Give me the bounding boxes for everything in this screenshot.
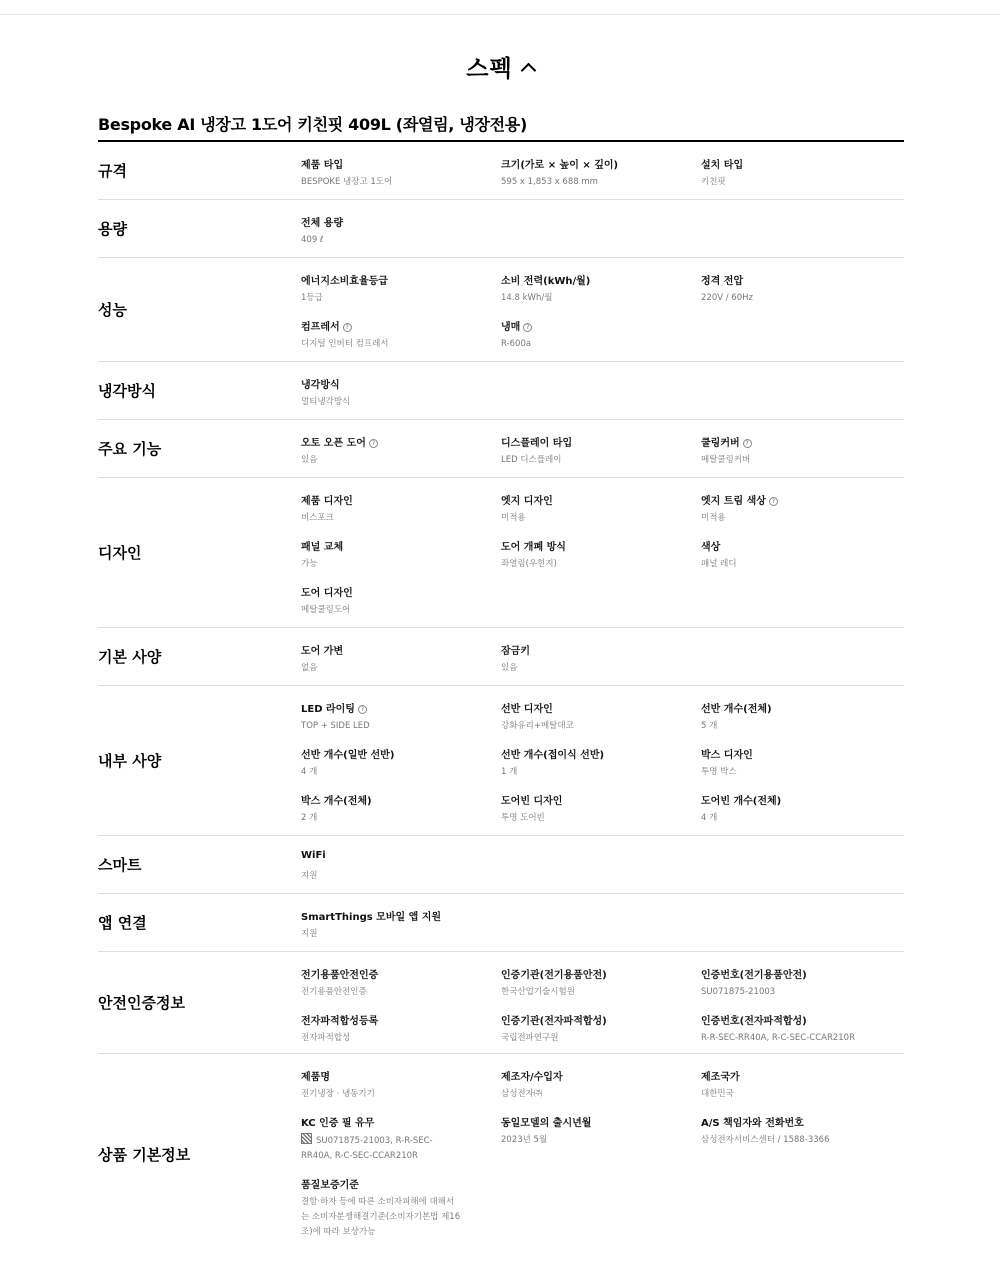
section-title: 냉각방식 <box>98 382 156 400</box>
spec-value <box>301 661 317 676</box>
spec-value <box>501 453 561 468</box>
spec-label <box>301 214 343 229</box>
spec-section <box>98 362 904 420</box>
spec-label-text: 선반 개수(전체) <box>701 704 772 715</box>
spec-section <box>98 686 904 836</box>
spec-label <box>501 538 566 553</box>
spec-label <box>301 746 394 761</box>
spec-label <box>701 1012 807 1027</box>
spec-section <box>98 200 904 258</box>
spec-label-text: 도어 디자인 <box>301 588 353 599</box>
spec-section <box>98 142 904 200</box>
spec-toggle[interactable] <box>0 46 1000 86</box>
top-divider <box>0 14 1000 15</box>
spec-label <box>501 642 530 657</box>
spec-label-text: 엣지 트림 색상 <box>701 496 766 507</box>
spec-value-text: 디지털 인버터 컴프레서 <box>301 339 389 349</box>
spec-label <box>301 156 343 171</box>
spec-value-text: SU071875-21003, R-R-SEC-RR40A, R-C-SEC-CCAR210R <box>301 1136 433 1161</box>
spec-label <box>301 272 388 287</box>
spec-value-text: 대한민국 <box>701 1089 734 1099</box>
spec-value-text: 결함·하자 등에 따른 소비자피해에 대해서는 소비자분쟁해결기준(소비자기본법 제16조)에 따라 보상가능 <box>301 1197 461 1237</box>
spec-label <box>501 1114 591 1129</box>
spec-label <box>301 584 353 599</box>
spec-label-text: 제조자/수입자 <box>501 1072 563 1083</box>
spec-label <box>701 700 772 715</box>
section-title: 기본 사양 <box>98 648 162 666</box>
spec-value-text: 있음 <box>301 455 318 465</box>
spec-section <box>98 420 904 478</box>
section-title: 디자인 <box>98 544 142 562</box>
spec-value-text: 지원 <box>301 929 318 939</box>
spec-section <box>98 628 904 686</box>
help-icon[interactable]: ? <box>358 705 367 714</box>
spec-label <box>301 792 372 807</box>
spec-label-text: 도어빈 개수(전체) <box>701 796 782 807</box>
spec-value <box>501 337 531 352</box>
spec-label-text: 도어빈 디자인 <box>501 796 563 807</box>
spec-value-text: 삼성전자서비스센터 / 1588-3366 <box>701 1135 830 1145</box>
spec-value <box>701 453 750 468</box>
spec-value <box>501 557 557 572</box>
spec-label-text: 박스 개수(전체) <box>301 796 372 807</box>
spec-value <box>501 985 575 1000</box>
spec-value-text: 미적용 <box>501 513 526 523</box>
spec-label <box>501 746 604 761</box>
spec-label <box>301 966 378 981</box>
spec-label <box>701 434 752 449</box>
spec-label <box>701 1068 740 1083</box>
spec-label-text: 냉매 <box>501 322 521 333</box>
spec-value <box>301 869 317 884</box>
spec-value <box>701 175 726 190</box>
spec-label-text: 패널 교체 <box>301 542 344 553</box>
help-icon[interactable]: ? <box>369 439 378 448</box>
spec-label <box>301 1176 359 1191</box>
spec-label-text: 도어 가변 <box>301 646 344 657</box>
spec-label <box>301 376 340 391</box>
spec-value <box>701 1133 830 1148</box>
spec-value <box>701 719 717 734</box>
spec-value-text: 409 ℓ <box>301 235 324 245</box>
spec-value-text: 595 x 1,853 x 688 mm <box>501 177 598 187</box>
spec-label <box>501 318 532 333</box>
spec-value-text: 1등급 <box>301 293 323 303</box>
spec-value-text: TOP + SIDE LED <box>301 721 370 731</box>
spec-label-text: 에너지소비효율등급 <box>301 276 388 287</box>
spec-value <box>701 557 737 572</box>
spec-value <box>501 811 545 826</box>
spec-value <box>301 985 367 1000</box>
spec-label-text: 인증번호(전기용품안전) <box>701 970 807 981</box>
spec-value <box>301 927 317 942</box>
help-icon[interactable]: ? <box>343 323 352 332</box>
spec-value-text: 투명 박스 <box>701 767 737 777</box>
spec-value <box>301 719 370 734</box>
spec-label-text: 컴프레서 <box>301 322 340 333</box>
spec-label <box>501 1068 563 1083</box>
spec-value-text: 1 개 <box>501 767 518 777</box>
spec-value-text: R-600a <box>501 339 532 349</box>
spec-value-text: 키친핏 <box>701 177 726 187</box>
spec-label <box>301 642 343 657</box>
spec-label <box>701 272 743 287</box>
spec-label <box>501 434 572 449</box>
spec-value <box>501 175 598 190</box>
spec-value-text: 비스포크 <box>301 513 334 523</box>
spec-label <box>701 156 743 171</box>
spec-label <box>301 492 353 507</box>
section-title: 규격 <box>98 162 127 180</box>
spec-value <box>301 453 317 468</box>
spec-value-text: 멀티냉각방식 <box>301 397 351 407</box>
section-title: 주요 기능 <box>98 440 162 458</box>
spec-value-text: 5 개 <box>701 721 718 731</box>
spec-label-text: A/S 책임자와 전화번호 <box>701 1118 804 1129</box>
spec-label <box>501 272 590 287</box>
spec-value-text: 전기냉장 · 냉동기기 <box>301 1089 375 1099</box>
spec-section <box>98 952 904 1054</box>
spec-label-text: 선반 개수(일반 선반) <box>301 750 395 761</box>
section-title: 상품 기본정보 <box>98 1145 191 1164</box>
spec-label <box>301 908 441 923</box>
spec-label <box>501 792 562 807</box>
spec-value <box>301 557 317 572</box>
spec-value-text: 220V / 60Hz <box>701 293 753 303</box>
spec-label-text: LED 라이팅 <box>301 704 355 715</box>
spec-value <box>501 291 552 306</box>
spec-label-text: 색상 <box>701 542 721 553</box>
spec-label <box>501 966 607 981</box>
spec-label-text: 인증기관(전자파적합성) <box>501 1016 607 1027</box>
spec-value-text: 4 개 <box>701 813 718 823</box>
spec-value-text: 2 개 <box>301 813 318 823</box>
spec-label-text: 제품 타입 <box>301 160 344 171</box>
spec-value <box>301 1133 461 1164</box>
spec-value <box>501 511 526 526</box>
spec-value <box>301 1195 461 1240</box>
spec-value-text: 메탈쿨링도어 <box>301 605 351 615</box>
spec-value-text: 투명 도어빈 <box>501 813 545 823</box>
spec-value <box>701 765 737 780</box>
chevron-up-icon <box>520 62 536 78</box>
spec-value <box>301 175 392 190</box>
spec-label <box>301 434 378 449</box>
spec-value <box>701 1087 734 1102</box>
spec-label-text: 전체 용량 <box>301 218 344 229</box>
spec-value <box>301 291 323 306</box>
spec-value <box>301 1031 350 1046</box>
spec-label <box>501 156 618 171</box>
spec-value-text: 전기용품안전인증 <box>301 987 367 997</box>
spec-value-text: 미적용 <box>701 513 726 523</box>
spec-label-text: 냉각방식 <box>301 380 340 391</box>
spec-value <box>301 233 323 248</box>
spec-value <box>701 511 726 526</box>
spec-label-text: WiFi <box>301 850 326 861</box>
spec-value-text: 없음 <box>301 663 318 673</box>
spec-label-text: 도어 개폐 방식 <box>501 542 566 553</box>
section-title: 성능 <box>98 301 127 319</box>
spec-value-text: 14.8 kWh/월 <box>501 293 553 303</box>
spec-value <box>301 511 334 526</box>
spec-value-text: 강화유리+메탈데코 <box>501 721 574 731</box>
spec-section <box>98 894 904 952</box>
spec-value <box>501 661 517 676</box>
spec-value-text: R-R-SEC-RR40A, R-C-SEC-CCAR210R <box>701 1033 855 1043</box>
spec-label-text: 잠금키 <box>501 646 530 657</box>
section-title: 안전인증정보 <box>98 994 185 1012</box>
spec-label-text: 동일모델의 출시년월 <box>501 1118 592 1129</box>
spec-value <box>501 1133 547 1148</box>
spec-label <box>301 700 367 715</box>
spec-value-text: LED 디스플레이 <box>501 455 562 465</box>
spec-value-text: BESPOKE 냉장고 1도어 <box>301 177 393 187</box>
spec-label-text: 쿨링커버 <box>701 438 740 449</box>
spec-label-text: 제품 디자인 <box>301 496 353 507</box>
spec-label <box>701 492 778 507</box>
spec-label-text: 인증번호(전자파적합성) <box>701 1016 807 1027</box>
spec-label-text: 전기용품안전인증 <box>301 970 379 981</box>
spec-label-text: 선반 개수(접이식 선반) <box>501 750 605 761</box>
spec-label <box>701 966 807 981</box>
spec-label <box>501 700 553 715</box>
spec-label-text: 전자파적합성등록 <box>301 1016 379 1027</box>
spec-label <box>501 492 553 507</box>
spec-value <box>701 985 775 1000</box>
spec-label <box>701 1114 804 1129</box>
spec-label <box>301 318 352 333</box>
spec-label-text: 선반 디자인 <box>501 704 553 715</box>
spec-label-text: 크기(가로 × 높이 × 깊이) <box>501 160 619 171</box>
spec-label <box>701 792 781 807</box>
spec-section <box>98 1054 904 1254</box>
section-title: 내부 사양 <box>98 752 162 770</box>
spec-value-text: 가능 <box>301 559 318 569</box>
spec-label-text: KC 인증 필 유무 <box>301 1118 375 1129</box>
spec-value <box>501 1031 558 1046</box>
spec-label <box>701 746 753 761</box>
spec-value-text: 메탈쿨링커버 <box>701 455 751 465</box>
spec-label-text: 엣지 디자인 <box>501 496 553 507</box>
spec-label <box>301 1068 330 1083</box>
help-icon[interactable]: ? <box>769 497 778 506</box>
spec-label <box>301 538 343 553</box>
section-title: 용량 <box>98 220 127 238</box>
spec-label-text: 설치 타입 <box>701 160 744 171</box>
spec-section <box>98 258 904 362</box>
spec-label-text: 박스 디자인 <box>701 750 753 761</box>
spec-value-text: 삼성전자㈜ <box>501 1089 543 1099</box>
spec-section <box>98 836 904 894</box>
spec-value-text: 있음 <box>501 663 518 673</box>
spec-label-text: 디스플레이 타입 <box>501 438 573 449</box>
spec-value-text: SU071875-21003 <box>701 987 776 997</box>
section-title: 스마트 <box>98 856 142 874</box>
qr-code-icon <box>301 1133 312 1144</box>
spec-value-text: 패널 레디 <box>701 559 737 569</box>
spec-value <box>701 1031 855 1046</box>
spec-value <box>701 291 753 306</box>
spec-value <box>301 811 317 826</box>
spec-label <box>301 850 326 861</box>
spec-label <box>301 1114 374 1129</box>
spec-label <box>501 1012 607 1027</box>
help-icon[interactable]: ? <box>523 323 532 332</box>
spec-value <box>501 719 574 734</box>
spec-value-text: 국립전파연구원 <box>501 1033 559 1043</box>
spec-label-text: 오토 오픈 도어 <box>301 438 366 449</box>
spec-value-text: 한국산업기술시험원 <box>501 987 575 997</box>
section-title: 앱 연결 <box>98 914 147 932</box>
help-icon[interactable]: ? <box>743 439 752 448</box>
spec-label <box>701 538 720 553</box>
spec-label-text: 품질보증기준 <box>301 1180 359 1191</box>
spec-label-text: 인증기관(전기용품안전) <box>501 970 607 981</box>
spec-label <box>301 1012 378 1027</box>
spec-value <box>301 603 350 618</box>
spec-label-text: 정격 전압 <box>701 276 744 287</box>
product-title: Bespoke AI 냉장고 1도어 키친핏 409L (좌열림, 냉장전용) <box>98 115 527 134</box>
spec-heading: 스펙 <box>466 55 513 82</box>
spec-value-text: 2023년 5월 <box>501 1135 548 1145</box>
spec-value <box>301 395 350 410</box>
spec-value <box>301 1087 375 1102</box>
spec-label-text: 소비 전력(kWh/월) <box>501 276 591 287</box>
spec-value <box>301 765 317 780</box>
spec-value <box>501 1087 542 1102</box>
spec-value-text: 4 개 <box>301 767 318 777</box>
spec-value <box>301 337 389 352</box>
spec-label-text: 제조국가 <box>701 1072 740 1083</box>
spec-section <box>98 478 904 628</box>
spec-value-text: 지원 <box>301 871 318 881</box>
spec-label-text: SmartThings 모바일 앱 지원 <box>301 912 442 923</box>
spec-label-text: 제품명 <box>301 1072 330 1083</box>
spec-value-text: 전자파적합성 <box>301 1033 351 1043</box>
spec-value <box>701 811 717 826</box>
spec-value <box>501 765 517 780</box>
spec-value-text: 좌열림(우힌지) <box>501 559 557 569</box>
